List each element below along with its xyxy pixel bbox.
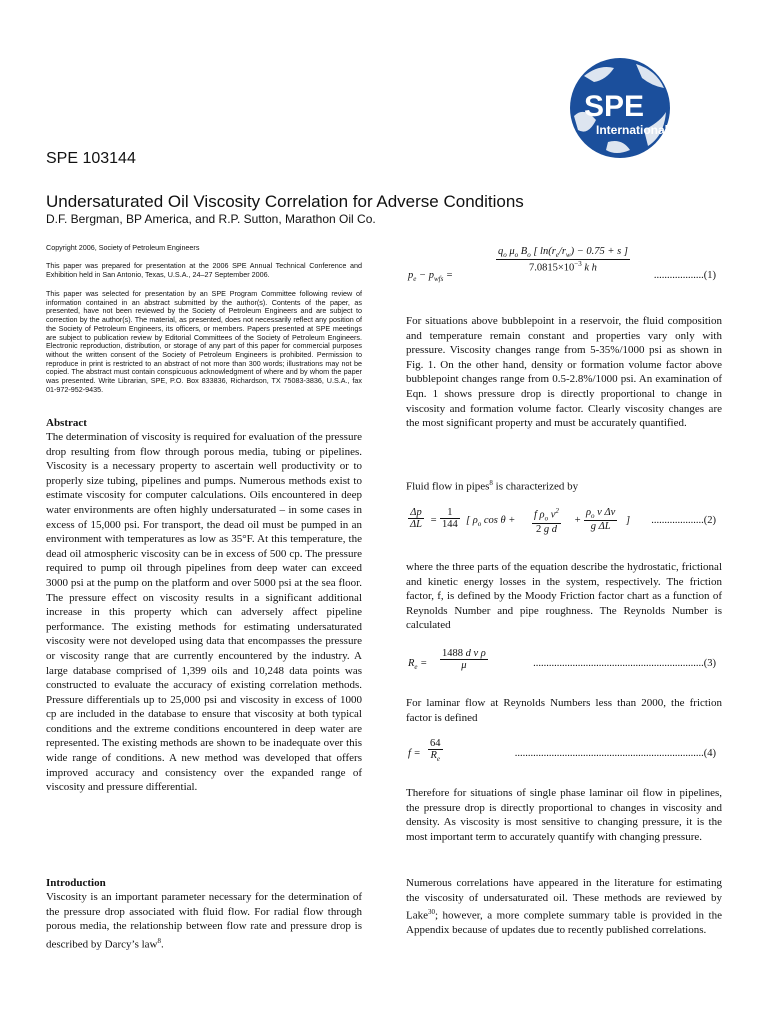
paragraph-after-eq4: Therefore for situations of single phase laminar oil flow in pipelines, the pressure drop is directly proportional to changes in viscosity and density. As viscosity is most sensitive to changing pressure, it is the most important term to accurately quantify with changing pressure.: [406, 787, 722, 843]
paper-authors: D.F. Bergman, BP America, and R.P. Sutton, Marathon Oil Co.: [46, 212, 376, 226]
introduction-body: [46, 890, 362, 952]
eq1-label: (1): [703, 270, 716, 281]
equation-3: $R_e$ = $\frac{\text{1488 d v ρ}}{\mu}$ .................................................................(3): [408, 648, 716, 672]
abstract-body: The determination of viscosity is required for evaluation of the pressure drop resulting from flow through porous media, tubing or pipelines. Viscosity is a necessary property to ascertain well productivity or to properly size tubing, pipelines and pumps. Numerous methods exist to estimate viscosity for computer calculations. Oils encountered in deep water environments are often highly undersaturated – in some cases in excess of 15,000 psi. For transport, the dead oil must be pumped in an environment with temperatures as low as 35°F. At this temperature, the dead oil atmospheric viscosity can be in excess of 500 cp. The pressure required to pump oil through pipelines from deep water can exceed 3000 psi at the pump on the platform and over 5000 psi at the sea floor. The pressure effect on viscosity results in a significant additional increase in this property which can adversely affect pipeline performance. The existing methods for estimating undersaturated viscosity were not developed using data that encompasses the pressure or viscosity range that are currently encountered by the industry. A large database comprised of 1,399 oils and 10,248 data points was constructed to evaluate the accuracy of existing correlation methods. Pressure differentials up to 25,000 psi and viscosity in excess of 1000 cp are included in the database to ensure that viscosity at both typical conditions and the extreme conditions encountered in deep water are represented. The existing methods are shown to be inadequate over this wide range of conditions. A new method was developed that offers improved accuracy and consistency over the expanded range of viscosity and pressure differential.: [46, 431, 362, 794]
correlations-ref: 30: [427, 908, 435, 917]
eq4-label: (4): [703, 748, 716, 759]
abstract-heading: Abstract: [46, 417, 87, 429]
paragraph-after-eq2: where the three parts of the equation describe the hydrostatic, frictional and kinetic energy losses in the system, respectively. The friction factor, f, is defined by the Moody Friction factor chart as a function of Reynolds Number and pipe roughness. The Reynolds Number is calculated: [406, 561, 722, 632]
eq4-constant: 64: [430, 738, 441, 749]
paragraph-correlations: [406, 876, 722, 938]
introduction-heading: Introduction: [46, 877, 106, 889]
paper-number: SPE 103144: [46, 150, 136, 167]
copyright-notice: Copyright 2006, Society of Petroleum Engineers: [46, 243, 200, 252]
pipe-flow-ref: 8: [489, 479, 493, 487]
paragraph-after-eq3: For laminar flow at Reynolds Numbers less than 2000, the friction factor is defined: [406, 697, 722, 724]
pipe-flow-text: Fluid flow in pipes: [406, 480, 490, 493]
logo-text-sub: International: [596, 123, 669, 137]
correlations-text-a: Numerous correlations have appeared in the literature for estimating the viscosity of undersaturated oil. These methods are reviewed by Lake: [406, 877, 722, 922]
eq1-constant: 7.0815×10: [529, 262, 575, 274]
equation-4: f = $\frac{64}{R_e}$ ........................................................................(4): [408, 738, 716, 764]
eq3-constant: 1488: [442, 648, 463, 659]
paragraph-pipe-flow: [406, 476, 722, 494]
equation-1: $p_e - p_{wfs}$ = $\frac{q_o \mu_o B_o [ \ln(r_e/r_w) - 0.75 + s ]}{7.0815\times 10^{-3} k h}$ ...................(1): [408, 246, 716, 284]
eq2-constant: 144: [442, 519, 458, 530]
eq1-exponent: −3: [574, 260, 582, 269]
eq2-label: (2): [703, 515, 716, 526]
introduction-ref: 8: [157, 936, 161, 945]
selection-notice: This paper was selected for presentation by an SPE Program Committee following review of information contained in an abstract submitted by the author(s). Contents of the paper, as presented, have not been reviewed by the Society of Petroleum Engineers and are subject to correction by the author(s). The material, as presented, does not necessarily reflect any position of the Society of Petroleum Engineers, its officers, or members. Papers presented at SPE meetings are subject to publication review by Editorial Committees of the Society of Petroleum Engineers. Electronic reproduction, distribution, or storage of any part of this paper for commercial purposes without the written consent of the Society of Petroleum Engineers is prohibited. Permission to reproduce in print is restricted to an abstract of not more than 300 words; illustrations may not be copied. The abstract must contain conspicuous acknowledgment of where and by whom the paper was presented. Write Librarian, SPE, P.O. Box 833836, Richardson, TX 75083-3836, U.S.A., fax 01-972-952-9435.: [46, 289, 362, 394]
paper-title: Undersaturated Oil Viscosity Correlation for Adverse Conditions: [46, 192, 524, 211]
introduction-text: Viscosity is an important parameter necessary for the determination of the pressure drop associated with fluid flow. For radial flow through porous media, the relationship between flow rate and pressure drop is described by Darcy’s law: [46, 891, 362, 951]
paragraph-after-eq1: For situations above bubblepoint in a reservoir, the fluid composition and temperature remain constant and properties vary only with pressure. Viscosity changes range from 5-35%/1000 psi as shown in Fig. 1. On the other hand, density or formation volume factor above bubblepoint changes range from 0.5-2.8%/1000 psi. An examination of Eqn. 1 shows pressure drop is directly proportional to change in viscosity and formation volume factor. Clearly viscosity changes are the most significant property and must be accurately quantified.: [406, 315, 722, 430]
eq3-label: (3): [703, 658, 716, 669]
pipe-flow-end: is characterized by: [492, 480, 579, 493]
spe-logo: [544, 46, 690, 172]
equation-2: $\frac{\Delta p}{\Delta L}$ = $\frac{1}{144}$ [ $\rho_o$ cos θ + $\frac{f \rho_o v^2}{\text{2 g d}}$ + $\frac{\rho_o v \Delta v}{\text{g ΔL}}$ ] ....................(2): [410, 507, 716, 535]
introduction-end: .: [161, 938, 164, 951]
correlations-text-b: ; however, a more complete summary table is provided in the Appendix because of updates due to recently published correlations.: [406, 909, 722, 937]
logo-text-main: SPE: [584, 90, 645, 123]
spe-globe-icon: [544, 46, 690, 172]
prepared-notice: This paper was prepared for presentation at the 2006 SPE Annual Technical Conference and Exhibition held in San Antonio, Texas, U.S.A., 24–27 September 2006.: [46, 261, 362, 279]
